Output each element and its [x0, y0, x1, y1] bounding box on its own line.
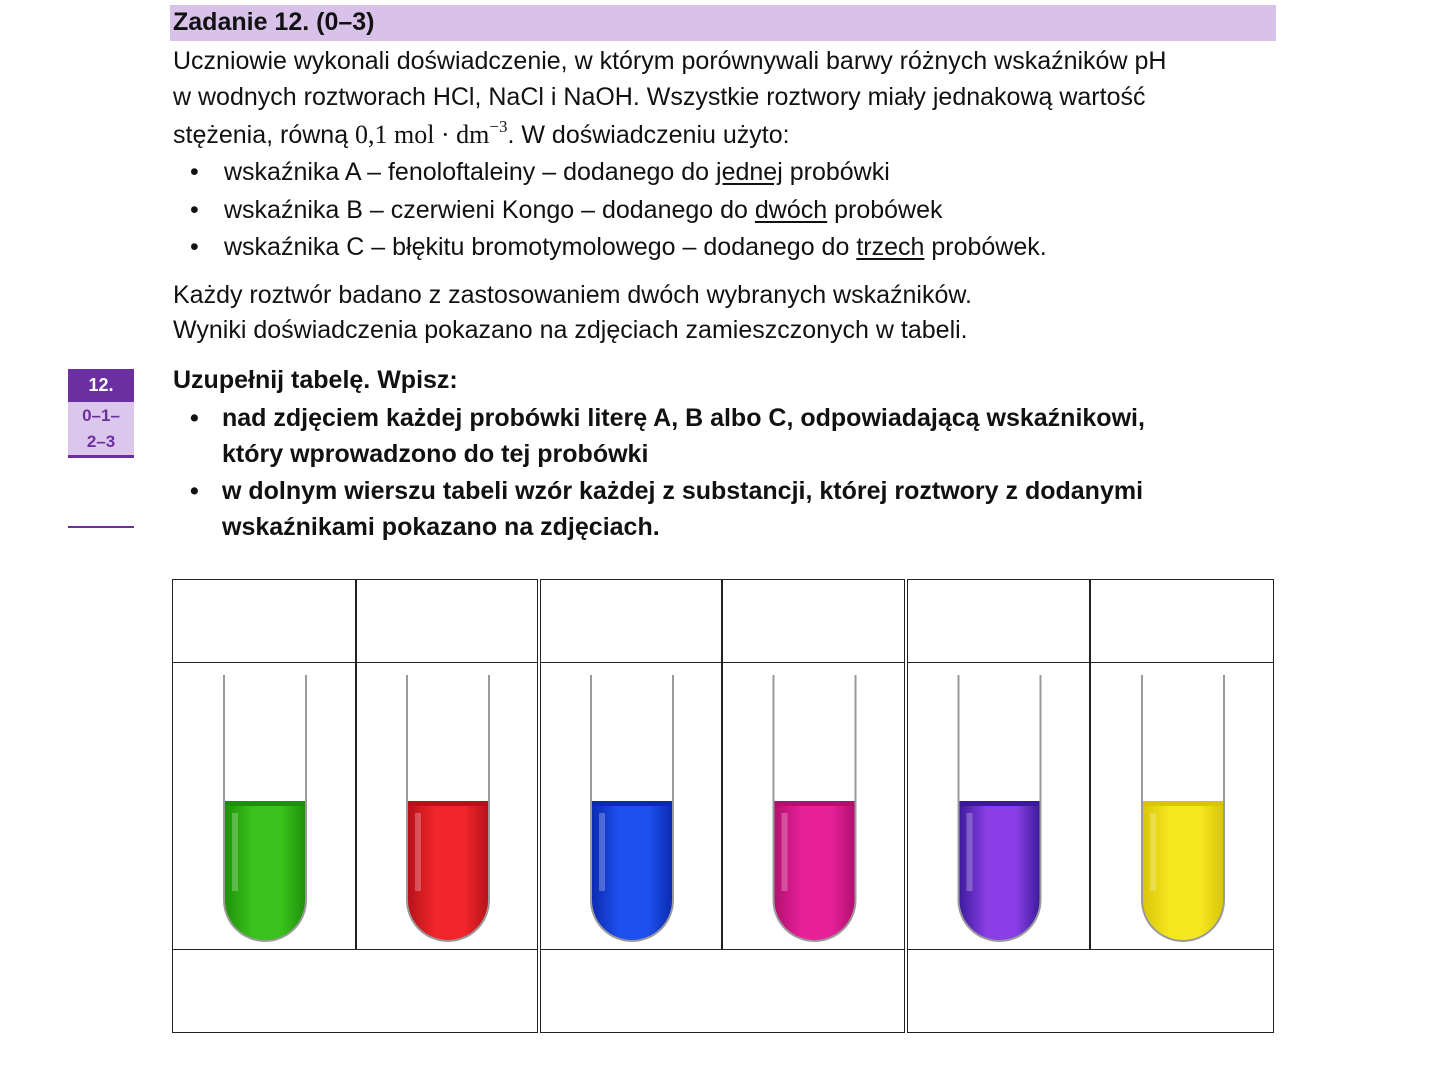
- instruction-item-2: • w dolnym wierszu tabeli wzór każdej z substancji, której roztwory z dodanymi wskaźnikami pokazano na zdjęciach.: [190, 477, 1144, 541]
- intro-line-3: [173, 116, 790, 154]
- tube-meniscus: [959, 801, 1041, 806]
- tube-cell-5: [907, 662, 1090, 950]
- indicator-list: [190, 154, 1047, 267]
- indicator-item-a: • wskaźnika A – fenoloftaleiny – dodanego do jednej probówki: [190, 158, 890, 186]
- notes-line-2: Wyniki doświadczenia pokazano na zdjęciach zamieszczonych w tabeli.: [173, 316, 968, 344]
- test-tube-red: [357, 663, 538, 950]
- letter-cell-4[interactable]: [722, 579, 905, 663]
- tube-meniscus: [591, 801, 673, 806]
- letter-cell-3[interactable]: [540, 579, 722, 663]
- intro-line-3-pre: stężenia, równą: [173, 121, 356, 149]
- tube-meniscus: [224, 801, 306, 806]
- tube-cell-6: [1090, 662, 1274, 950]
- tube-highlight: [1150, 813, 1156, 891]
- test-tube-pink: [723, 663, 905, 950]
- test-tube-blue: [541, 663, 722, 950]
- instructions-list: [190, 400, 1145, 546]
- tube-meniscus: [1142, 801, 1224, 806]
- task-title: Zadanie 12. (0–3): [173, 8, 375, 36]
- tube-highlight: [782, 813, 788, 891]
- indicator-item-c: • wskaźnika C – błękitu bromotymolowego – dodanego do trzech probówek.: [190, 233, 1047, 261]
- tube-meniscus: [774, 801, 856, 806]
- tube-highlight: [232, 813, 238, 891]
- tube-cell-2: [356, 662, 538, 950]
- letter-cell-2[interactable]: [356, 579, 538, 663]
- instructions-title: Uzupełnij tabelę. Wpisz:: [173, 366, 458, 394]
- score-line: [68, 526, 134, 528]
- tube-cell-3: [540, 662, 722, 950]
- letter-cell-5[interactable]: [907, 579, 1090, 663]
- test-tube-yellow: [1091, 663, 1274, 950]
- letter-cell-1[interactable]: [172, 579, 356, 663]
- intro-line-1: Uczniowie wykonali doświadczenie, w którym porównywali barwy różnych wskaźników pH: [173, 47, 1167, 75]
- intro-line-2: w wodnych roztworach HCl, NaCl i NaOH. Wszystkie roztwory miały jednakową wartość: [173, 83, 1146, 111]
- tube-meniscus: [407, 801, 489, 806]
- task-points: 0–1– 2–3: [68, 402, 134, 458]
- task-header: [170, 5, 1276, 41]
- test-tube-green: [173, 663, 356, 950]
- formula-cell-2[interactable]: [540, 949, 905, 1033]
- instruction-item-1: • nad zdjęciem każdej probówki literę A, B albo C, odpowiadającą wskaźnikowi, który wprowadzono do tej probówki: [190, 404, 1145, 468]
- formula-cell-3[interactable]: [907, 949, 1274, 1033]
- task-number: 12.: [68, 369, 134, 402]
- formula-cell-1[interactable]: [172, 949, 538, 1033]
- tube-highlight: [967, 813, 973, 891]
- test-tube-violet: [908, 663, 1090, 950]
- notes-line-1: Każdy roztwór badano z zastosowaniem dwóch wybranych wskaźników.: [173, 281, 972, 309]
- tube-highlight: [415, 813, 421, 891]
- indicator-item-b: • wskaźnika B – czerwieni Kongo – dodanego do dwóch probówek: [190, 195, 943, 224]
- tube-cell-1: [172, 662, 356, 950]
- intro-line-3-post: . W doświadczeniu użyto:: [507, 121, 790, 149]
- tube-cell-4: [722, 662, 905, 950]
- concentration-formula: 0,1 mol · $dm^{-3}$: [355, 117, 508, 149]
- tube-highlight: [599, 813, 605, 891]
- letter-cell-6[interactable]: [1090, 579, 1274, 663]
- task-points-box: [68, 369, 134, 458]
